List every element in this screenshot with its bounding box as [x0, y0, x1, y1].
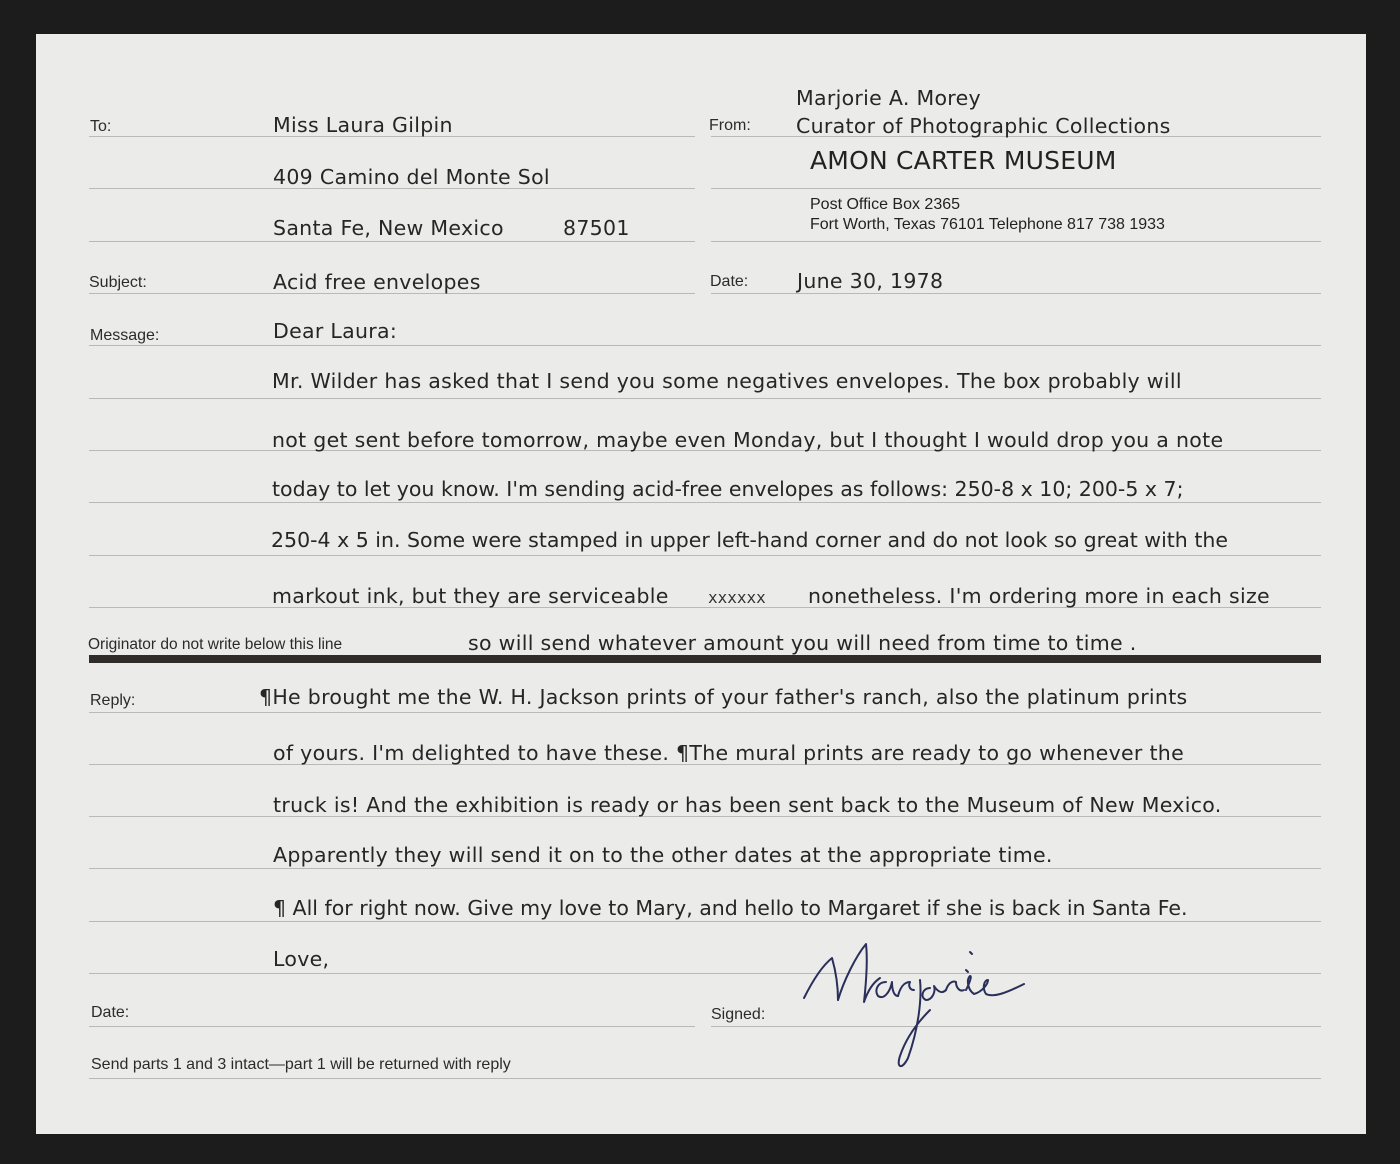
sender-title: Curator of Photographic Collections [796, 114, 1171, 138]
date-value: June 30, 1978 [797, 269, 944, 293]
reply-line-1: ¶He brought me the W. H. Jackson prints of your father's ranch, also the platinum prints [259, 685, 1188, 709]
rule-message-1 [89, 345, 1321, 346]
message-line-5a: markout ink, but they are serviceable [272, 584, 669, 608]
struck-out-text: xxxxxx [708, 588, 766, 607]
reply-label: Reply: [90, 692, 136, 709]
recipient-street: 409 Camino del Monte Sol [273, 165, 550, 189]
message-line-5b: nonetheless. I'm ordering more in each size [808, 584, 1270, 608]
museum-po-box: Post Office Box 2365 [810, 196, 961, 213]
to-label: To: [90, 118, 112, 135]
footer-note: Send parts 1 and 3 intact—part 1 will be returned with reply [91, 1056, 511, 1073]
recipient-zip: 87501 [563, 216, 630, 240]
originator-note: Originator do not write below this line [88, 636, 343, 653]
date-bottom-label: Date: [91, 1004, 130, 1021]
rule-footer [89, 1078, 1321, 1079]
recipient-name: Miss Laura Gilpin [273, 113, 453, 137]
originator-divider [89, 655, 1321, 663]
handwritten-signature [798, 930, 1038, 1080]
message-line-2: not get sent before tomorrow, maybe even Monday, but I thought I would drop you a note [272, 428, 1224, 452]
reply-closing: Love, [273, 947, 330, 971]
rule-reply-4 [89, 868, 1321, 869]
museum-name: AMON CARTER MUSEUM [810, 146, 1117, 175]
rule-date-bottom [89, 1026, 695, 1027]
rule-to-3 [89, 241, 695, 242]
recipient-city: Santa Fe, New Mexico [273, 216, 504, 240]
message-salutation: Dear Laura: [273, 319, 398, 343]
sender-name: Marjorie A. Morey [796, 86, 981, 110]
rule-reply-6 [89, 973, 1321, 974]
signed-label: Signed: [711, 1006, 766, 1023]
message-label: Message: [90, 327, 160, 344]
museum-address-phone: Fort Worth, Texas 76101 Telephone 817 738 1933 [810, 216, 1165, 233]
reply-line-5: ¶ All for right now. Give my love to Mary, and hello to Margaret if she is back in Santa Fe. [273, 896, 1188, 920]
subject-label: Subject: [89, 274, 147, 291]
reply-line-3: truck is! And the exhibition is ready or has been sent back to the Museum of New Mexico. [273, 793, 1222, 817]
rule-from-3 [711, 241, 1321, 242]
rule-reply-5 [89, 921, 1321, 922]
rule-message-5 [89, 555, 1321, 556]
reply-line-4: Apparently they will send it on to the other dates at the appropriate time. [273, 843, 1053, 867]
message-line-6: so will send whatever amount you will need from time to time . [468, 631, 1137, 655]
rule-reply-1 [89, 712, 1321, 713]
from-label: From: [709, 117, 751, 134]
message-line-3: today to let you know. I'm sending acid-free envelopes as follows: 250-8 x 10; 200-5 x 7; [272, 477, 1184, 501]
rule-from-2 [711, 188, 1321, 189]
message-line-4: 250-4 x 5 in. Some were stamped in upper left-hand corner and do not look so great with the [271, 528, 1228, 552]
date-label: Date: [710, 273, 749, 290]
reply-line-2: of yours. I'm delighted to have these. ¶The mural prints are ready to go whenever the [273, 741, 1185, 765]
rule-message-2 [89, 398, 1321, 399]
rule-date [711, 293, 1321, 294]
rule-message-4 [89, 502, 1321, 503]
message-line-1: Mr. Wilder has asked that I send you some negatives envelopes. The box probably will [272, 369, 1182, 393]
subject-value: Acid free envelopes [273, 270, 481, 294]
